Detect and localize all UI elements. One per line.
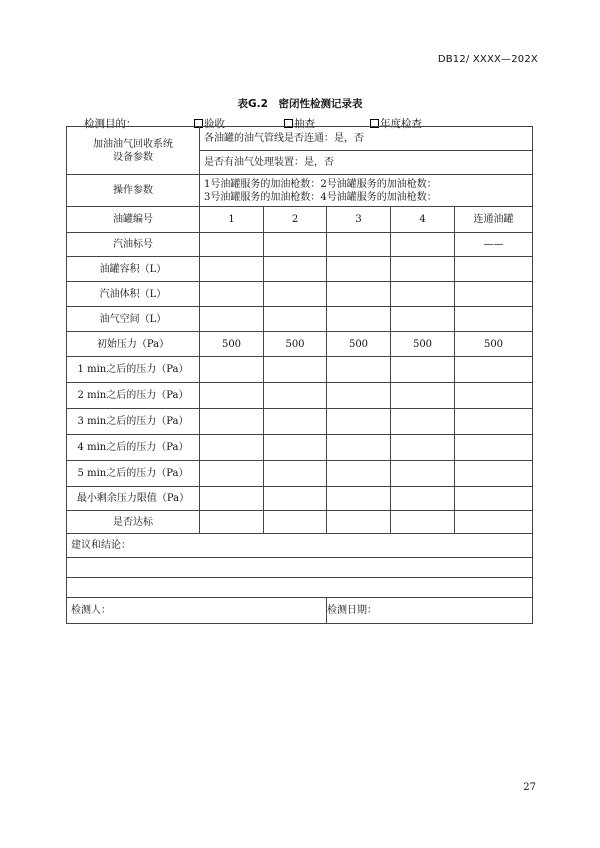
table-cell[interactable]: [455, 461, 533, 487]
tank-number-label: 油罐编号: [67, 207, 200, 233]
system-params-label: 加油油气回收系统 设备参数: [67, 127, 200, 175]
table-title: 表G.2 密闭性检测记录表: [237, 98, 363, 110]
vapor-processing-field[interactable]: 是否有油气处理装置：是，否: [200, 151, 533, 175]
table-row: [67, 357, 533, 383]
table-cell[interactable]: [200, 357, 264, 383]
row-label: 油罐容积（L）: [67, 257, 200, 282]
table-cell[interactable]: [391, 435, 455, 461]
conclusion-blank-row: [67, 558, 533, 578]
table-cell[interactable]: [455, 307, 533, 332]
table-cell[interactable]: [200, 282, 264, 307]
table-row: [67, 332, 533, 357]
conclusion-row: [67, 534, 533, 558]
purpose-option-acceptance[interactable]: 验收: [194, 116, 225, 131]
table-cell[interactable]: [200, 257, 264, 282]
tank-col-header: 2: [264, 207, 327, 233]
table-cell[interactable]: 500: [327, 332, 391, 357]
table-cell[interactable]: 500: [200, 332, 264, 357]
table-cell[interactable]: [455, 282, 533, 307]
table-cell[interactable]: [264, 383, 327, 409]
nozzle-count-field[interactable]: 1号油罐服务的加油枪数：2号油罐服务的加油枪数： 3号油罐服务的加油枪数：4号油罐服务的加油枪数：: [200, 175, 533, 207]
signature-row: [67, 598, 533, 624]
tank-col-header: 3: [327, 207, 391, 233]
table-cell[interactable]: [327, 511, 391, 534]
table-cell[interactable]: [264, 511, 327, 534]
table-cell[interactable]: [200, 435, 264, 461]
table-cell[interactable]: [264, 409, 327, 435]
conclusion-blank-cell[interactable]: [67, 578, 533, 598]
row-label: 2 min之后的压力（Pa）: [67, 383, 200, 409]
tank-col-header: 4: [391, 207, 455, 233]
table-cell[interactable]: [391, 257, 455, 282]
operation-params-label: 操作参数: [67, 175, 200, 207]
tank-number-header-row: [67, 207, 533, 233]
table-cell[interactable]: [264, 257, 327, 282]
table-cell[interactable]: [327, 282, 391, 307]
inspection-date-field[interactable]: 检测日期：: [327, 598, 533, 624]
row-label: 1 min之后的压力（Pa）: [67, 357, 200, 383]
table-cell[interactable]: [327, 233, 391, 257]
table-cell[interactable]: [455, 435, 533, 461]
tank-col-header: 连通油罐: [455, 207, 533, 233]
table-cell[interactable]: [200, 409, 264, 435]
table-cell[interactable]: [455, 357, 533, 383]
document-code: DB12/ XXXX—202X: [437, 54, 538, 65]
tank-col-header: 1: [200, 207, 264, 233]
table-cell[interactable]: [264, 307, 327, 332]
pipeline-connected-field[interactable]: 各油罐的油气管线是否连通：是，否: [200, 127, 533, 151]
table-cell[interactable]: ——: [455, 233, 533, 257]
table-cell[interactable]: [327, 409, 391, 435]
row-label: 3 min之后的压力（Pa）: [67, 409, 200, 435]
inspector-field[interactable]: 检测人：: [67, 598, 327, 624]
table-cell[interactable]: [200, 461, 264, 487]
table-cell[interactable]: [264, 357, 327, 383]
table-cell[interactable]: [327, 487, 391, 511]
table-cell[interactable]: [391, 383, 455, 409]
table-cell[interactable]: [391, 461, 455, 487]
table-row: [67, 257, 533, 282]
conclusion-label[interactable]: 建议和结论：: [67, 534, 533, 558]
table-cell[interactable]: [455, 383, 533, 409]
table-row: [67, 307, 533, 332]
table-cell[interactable]: [455, 511, 533, 534]
table-cell[interactable]: [327, 383, 391, 409]
table-cell[interactable]: [264, 487, 327, 511]
table-cell[interactable]: [327, 257, 391, 282]
table-cell[interactable]: 500: [455, 332, 533, 357]
table-cell[interactable]: [200, 307, 264, 332]
table-cell[interactable]: [327, 461, 391, 487]
table-cell[interactable]: [264, 233, 327, 257]
table-cell[interactable]: [391, 282, 455, 307]
table-cell[interactable]: [264, 461, 327, 487]
table-row: [67, 461, 533, 487]
table-cell[interactable]: [391, 307, 455, 332]
table-cell[interactable]: [327, 435, 391, 461]
row-label: 汽油体积（L）: [67, 282, 200, 307]
purpose-option-annual-check[interactable]: 年度检查: [370, 116, 422, 131]
table-row: [67, 175, 533, 207]
table-cell[interactable]: 500: [391, 332, 455, 357]
table-row: [67, 383, 533, 409]
row-label: 汽油标号: [67, 233, 200, 257]
table-cell[interactable]: [391, 233, 455, 257]
table-row: [67, 282, 533, 307]
table-cell[interactable]: [327, 357, 391, 383]
table-cell[interactable]: [264, 435, 327, 461]
row-label: 初始压力（Pa）: [67, 332, 200, 357]
table-cell[interactable]: [455, 257, 533, 282]
table-cell[interactable]: [455, 409, 533, 435]
table-cell[interactable]: [391, 487, 455, 511]
table-cell[interactable]: [264, 282, 327, 307]
table-cell[interactable]: [391, 409, 455, 435]
row-label: 5 min之后的压力（Pa）: [67, 461, 200, 487]
row-label: 油气空间（L）: [67, 307, 200, 332]
table-cell[interactable]: [391, 511, 455, 534]
row-label: 4 min之后的压力（Pa）: [67, 435, 200, 461]
table-cell[interactable]: [200, 233, 264, 257]
purpose-label: 检测目的：: [84, 118, 137, 130]
table-cell[interactable]: [391, 357, 455, 383]
conclusion-blank-row: [67, 578, 533, 598]
table-row: [67, 435, 533, 461]
table-cell[interactable]: [327, 307, 391, 332]
table-row: [67, 233, 533, 257]
purpose-option-spot-check[interactable]: 抽查: [284, 116, 315, 131]
page-number: 27: [523, 782, 536, 793]
table-cell[interactable]: [200, 511, 264, 534]
table-row: [67, 409, 533, 435]
table-row: [67, 511, 533, 534]
table-row: [67, 127, 533, 151]
table-row: [67, 487, 533, 511]
row-label: 最小剩余压力限值（Pa）: [67, 487, 200, 511]
conclusion-blank-cell[interactable]: [67, 558, 533, 578]
table-cell[interactable]: [200, 487, 264, 511]
airtightness-record-table: [66, 126, 533, 624]
table-cell[interactable]: 500: [264, 332, 327, 357]
row-label: 是否达标: [67, 511, 200, 534]
table-cell[interactable]: [455, 487, 533, 511]
table-cell[interactable]: [200, 383, 264, 409]
